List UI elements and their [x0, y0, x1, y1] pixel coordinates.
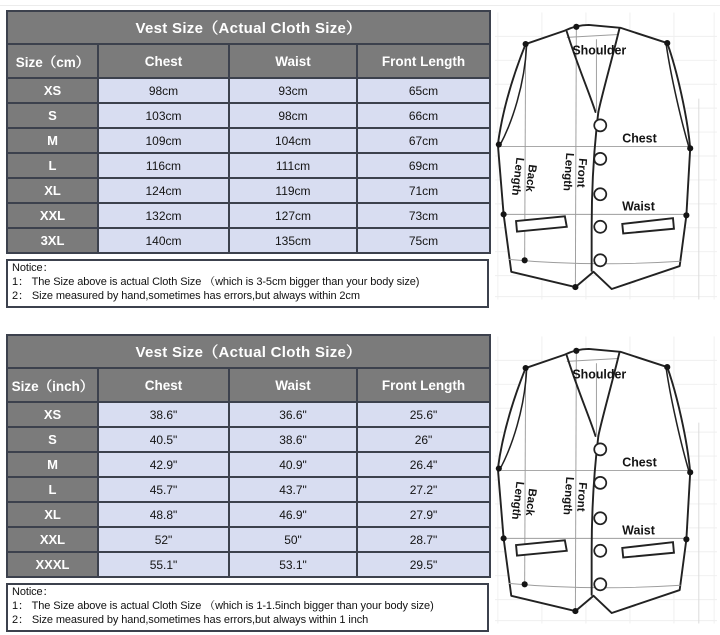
svg-text:Length: Length: [560, 476, 576, 516]
svg-text:Front: Front: [574, 481, 589, 512]
size-label-cell: M: [8, 129, 99, 154]
size-value-cell: 103cm: [99, 104, 230, 129]
diagram-chest-label: Chest: [622, 455, 657, 470]
size-value-cell: 71cm: [358, 179, 491, 204]
size-label-cell: L: [8, 478, 99, 503]
svg-text:Front: Front: [574, 157, 589, 188]
size-value-cell: 53.1": [230, 553, 358, 578]
size-label-cell: XXL: [8, 204, 99, 229]
size-value-cell: 124cm: [99, 179, 230, 204]
size-value-cell: 127cm: [230, 204, 358, 229]
size-value-cell: 93cm: [230, 79, 358, 104]
size-value-cell: 98cm: [99, 79, 230, 104]
notice-line: 1： The Size above is actual Cloth Size （which is 3-5cm bigger than your body size): [12, 275, 420, 288]
column-header-chest: Chest: [99, 45, 230, 79]
size-label-cell: S: [8, 428, 99, 453]
cm-size-section: [6, 10, 720, 308]
size-value-cell: 111cm: [230, 154, 358, 179]
size-value-cell: 132cm: [99, 204, 230, 229]
svg-text:Length: Length: [560, 152, 576, 192]
column-header-chest: Chest: [99, 369, 230, 403]
size-value-cell: 73cm: [358, 204, 491, 229]
size-value-cell: 38.6": [230, 428, 358, 453]
inch-size-table: [6, 334, 491, 578]
column-header-size: Size（cm）: [8, 45, 99, 79]
diagram-chest-label: Chest: [622, 131, 657, 146]
notice-line: 2： Size measured by hand,sometimes has errors,but always within 1 inch: [12, 613, 369, 626]
size-value-cell: 26.4": [358, 453, 491, 478]
size-value-cell: 55.1": [99, 553, 230, 578]
notice-heading: Notice：: [12, 586, 54, 598]
size-value-cell: 67cm: [358, 129, 491, 154]
size-value-cell: 69cm: [358, 154, 491, 179]
diagram-waist-label: Waist: [622, 523, 655, 538]
size-value-cell: 40.9": [230, 453, 358, 478]
size-value-cell: 26": [358, 428, 491, 453]
table-title: Vest Size（Actual Cloth Size）: [8, 336, 491, 369]
notice-line: 1： The Size above is actual Cloth Size （which is 1-1.5inch bigger than your body size): [12, 599, 434, 612]
cm-table-wrap: [6, 10, 491, 308]
vest-diagram: [495, 334, 717, 626]
diagram-shoulder-label: Shoulder: [572, 367, 627, 382]
vest-diagram: [495, 10, 717, 302]
column-header-front-length: Front Length: [358, 369, 491, 403]
diagram-front-length-label: [561, 152, 589, 192]
notice-box: [6, 259, 489, 308]
size-value-cell: 43.7": [230, 478, 358, 503]
size-label-cell: XS: [8, 79, 99, 104]
notice-line: 2： Size measured by hand,sometimes has errors,but always within 2cm: [12, 289, 360, 302]
size-value-cell: 98cm: [230, 104, 358, 129]
size-value-cell: 119cm: [230, 179, 358, 204]
inch-size-section: [6, 334, 720, 632]
svg-text:Back: Back: [522, 487, 539, 517]
size-value-cell: 48.8": [99, 503, 230, 528]
size-label-cell: S: [8, 104, 99, 129]
size-value-cell: 36.6": [230, 403, 358, 428]
svg-text:Length: Length: [508, 156, 526, 197]
size-value-cell: 135cm: [230, 229, 358, 254]
column-header-front-length: Front Length: [358, 45, 491, 79]
svg-text:Back: Back: [522, 163, 539, 193]
size-value-cell: 52": [99, 528, 230, 553]
size-value-cell: 104cm: [230, 129, 358, 154]
size-value-cell: 116cm: [99, 154, 230, 179]
column-header-waist: Waist: [230, 369, 358, 403]
size-value-cell: 66cm: [358, 104, 491, 129]
size-value-cell: 38.6": [99, 403, 230, 428]
size-value-cell: 45.7": [99, 478, 230, 503]
size-value-cell: 65cm: [358, 79, 491, 104]
size-value-cell: 42.9": [99, 453, 230, 478]
size-value-cell: 29.5": [358, 553, 491, 578]
column-header-waist: Waist: [230, 45, 358, 79]
diagram-front-length-label: [561, 476, 589, 516]
size-value-cell: 27.9": [358, 503, 491, 528]
inch-table-wrap: [6, 334, 491, 632]
size-value-cell: 27.2": [358, 478, 491, 503]
size-label-cell: XL: [8, 503, 99, 528]
size-label-cell: XL: [8, 179, 99, 204]
vest-diagram-slot: [495, 10, 717, 302]
column-header-size: Size（inch）: [8, 369, 99, 403]
size-value-cell: 25.6": [358, 403, 491, 428]
size-value-cell: 50": [230, 528, 358, 553]
table-title: Vest Size（Actual Cloth Size）: [8, 12, 491, 45]
vest-diagram-slot: [495, 334, 717, 626]
svg-text:Length: Length: [508, 480, 526, 521]
diagram-waist-label: Waist: [622, 199, 655, 214]
size-label-cell: L: [8, 154, 99, 179]
size-value-cell: 109cm: [99, 129, 230, 154]
diagram-shoulder-label: Shoulder: [572, 43, 627, 58]
size-label-cell: 3XL: [8, 229, 99, 254]
size-value-cell: 75cm: [358, 229, 491, 254]
size-value-cell: 40.5": [99, 428, 230, 453]
size-value-cell: 28.7": [358, 528, 491, 553]
size-label-cell: M: [8, 453, 99, 478]
size-label-cell: XXL: [8, 528, 99, 553]
size-value-cell: 140cm: [99, 229, 230, 254]
notice-box: [6, 583, 489, 632]
cm-size-table: [6, 10, 491, 254]
size-label-cell: XS: [8, 403, 99, 428]
size-label-cell: XXXL: [8, 553, 99, 578]
notice-heading: Notice：: [12, 262, 54, 274]
size-value-cell: 46.9": [230, 503, 358, 528]
